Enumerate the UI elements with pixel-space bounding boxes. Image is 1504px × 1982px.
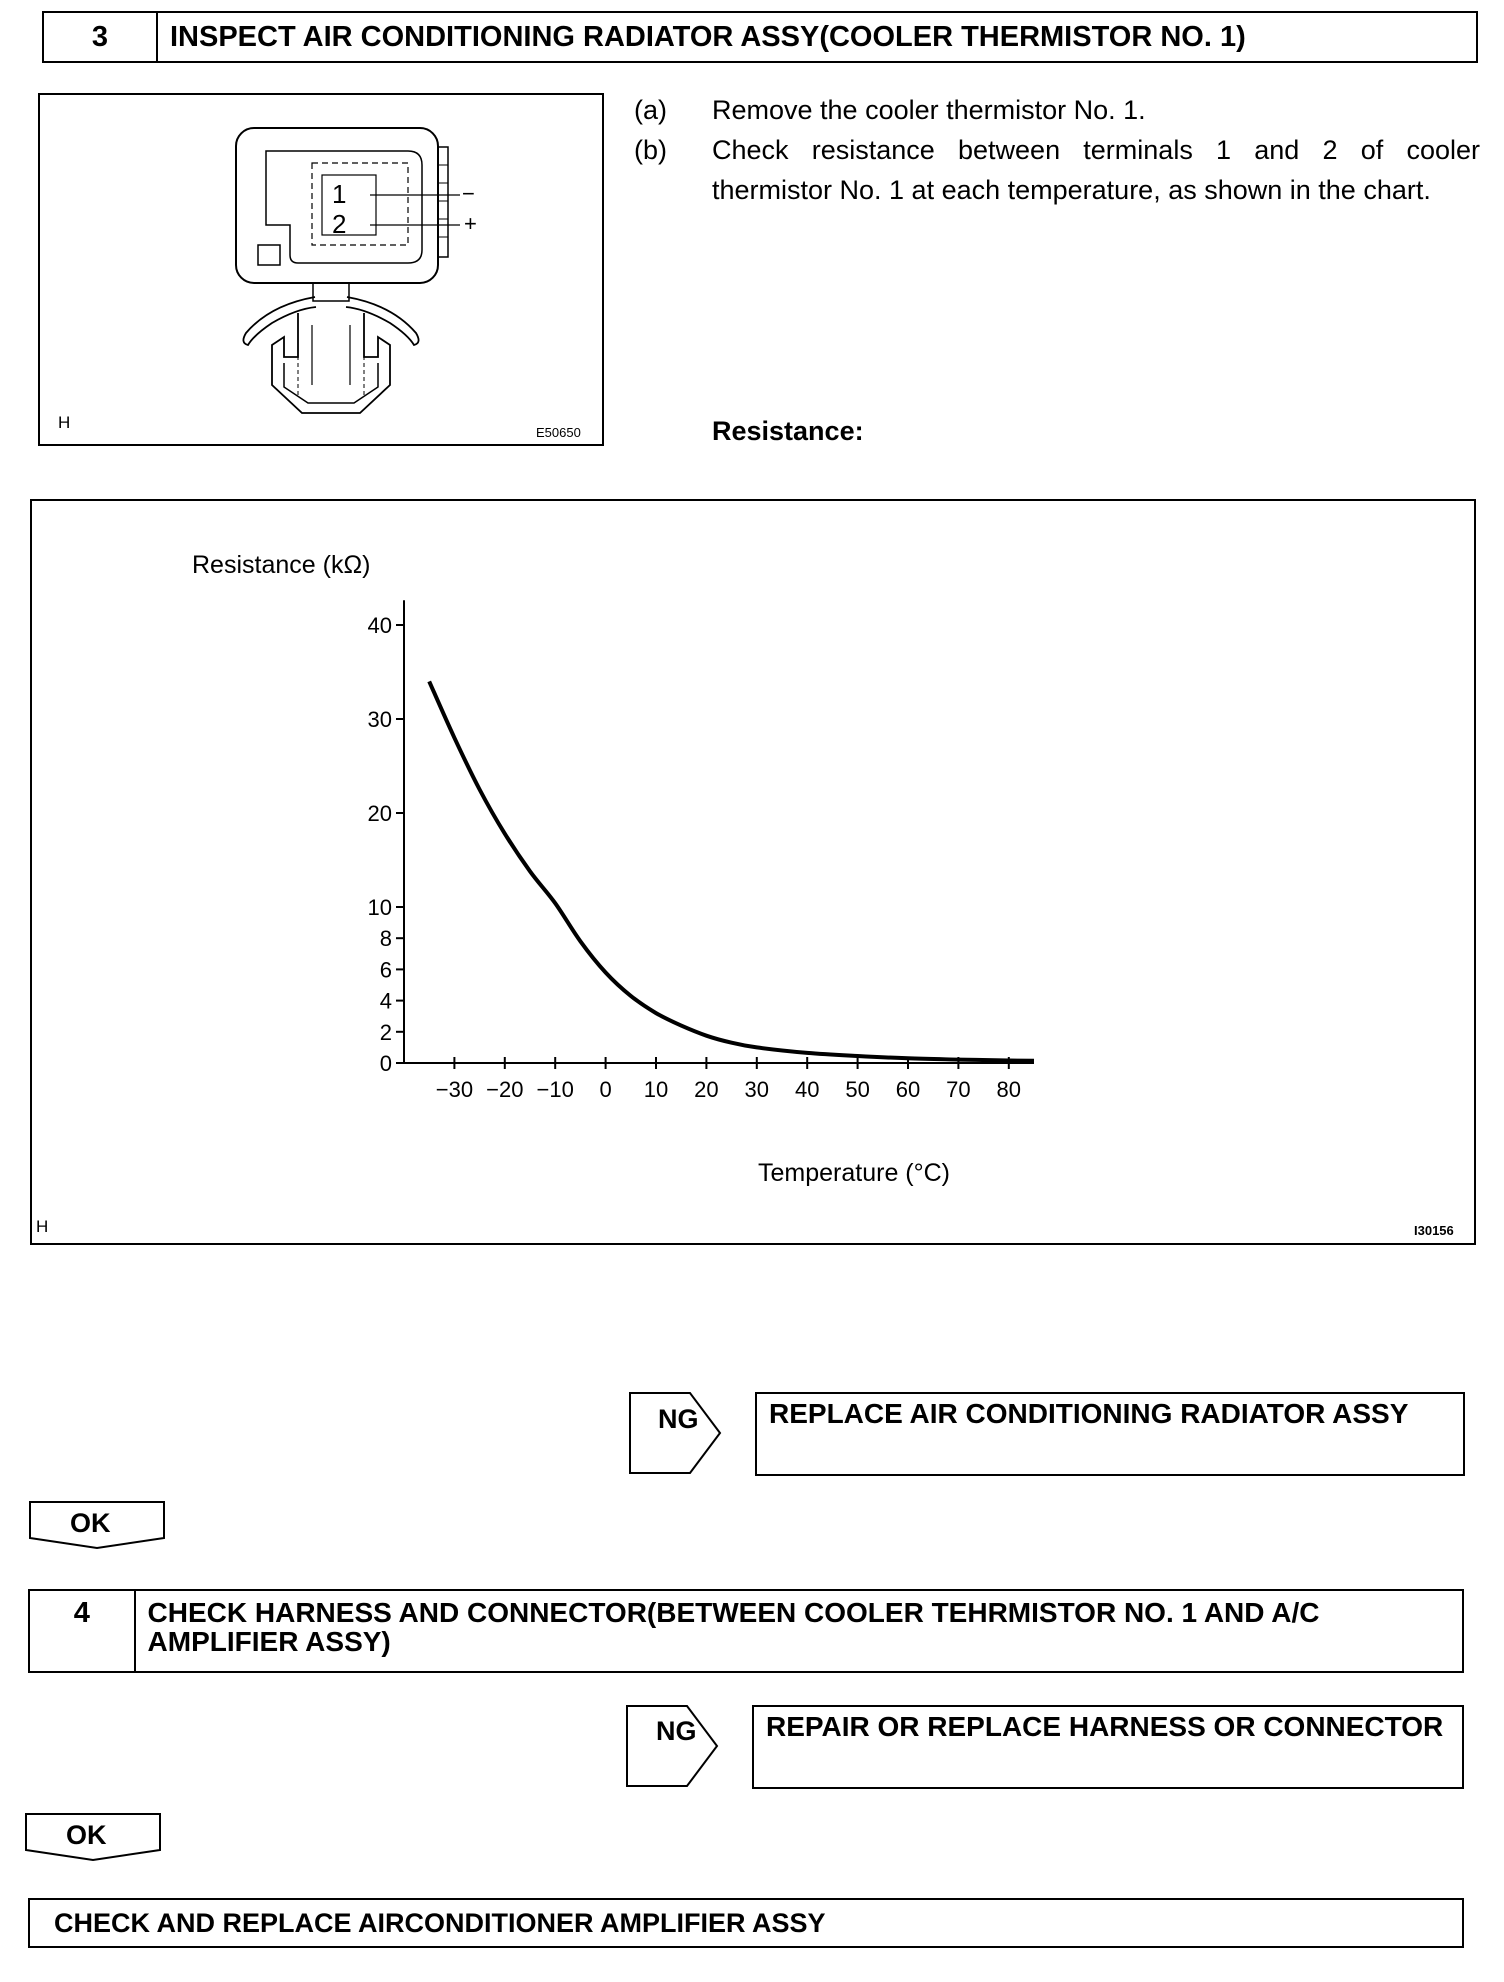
final-step-text: CHECK AND REPLACE AIRCONDITIONER AMPLIFIER ASSY: [54, 1908, 826, 1938]
ng-label-1: NG: [658, 1404, 699, 1434]
chart-x-tick-label: 50: [845, 1077, 870, 1102]
chart-x-tick-label: 20: [694, 1077, 719, 1102]
chart-x-tick-label: −20: [486, 1077, 524, 1102]
step-title: INSPECT AIR CONDITIONING RADIATOR ASSY(COOLER THERMISTOR NO. 1): [170, 20, 1246, 53]
ng-label-2: NG: [656, 1716, 697, 1746]
chart-y-tick-label: 4: [379, 988, 392, 1014]
plus-terminal-label: +: [464, 211, 477, 236]
thermistor-illustration: [40, 95, 602, 444]
pin-2-label: 2: [332, 209, 347, 239]
instruction-a: [634, 90, 1480, 130]
chart-corner-label: H: [36, 1217, 49, 1236]
resistance-chart-svg: [32, 501, 1474, 1243]
instruction-label: (b): [634, 135, 667, 165]
thermistor-figure: [38, 93, 604, 446]
step-number: 4: [30, 1591, 136, 1671]
final-step-box: [28, 1898, 1464, 1948]
chart-y-tick-label: 2: [379, 1019, 392, 1045]
instruction-b: [634, 130, 1480, 210]
figure-corner-label: H: [58, 413, 71, 432]
ok-label-2: OK: [66, 1820, 107, 1850]
step-title: CHECK HARNESS AND CONNECTOR(BETWEEN COOLER TEHRMISTOR NO. 1 AND A/C AMPLIFIER ASSY): [147, 1597, 1320, 1657]
instruction-text: Check resistance between terminals 1 and 2 of cooler thermistor No. 1 at each temperature, as shown in the chart.: [712, 135, 1480, 205]
minus-terminal-label: −: [462, 181, 475, 206]
chart-x-tick-label: 60: [895, 1077, 921, 1102]
step-3-header: [42, 11, 1478, 63]
chart-y-tick-label: 40: [367, 613, 392, 638]
ng-result-2: REPAIR OR REPLACE HARNESS OR CONNECTOR: [752, 1705, 1464, 1789]
chart-x-tick-label: 40: [794, 1077, 820, 1102]
chart-axes: [404, 600, 1034, 1063]
chart-y-tick-label: 10: [367, 895, 392, 920]
chart-x-axis-label: Temperature (°C): [758, 1159, 950, 1187]
chart-x-tick-label: 70: [946, 1077, 971, 1102]
figure-code: E50650: [536, 425, 581, 440]
chart-y-tick-label: 6: [379, 957, 392, 983]
chart-code: I30156: [1414, 1223, 1454, 1238]
instruction-text: Remove the cooler thermistor No. 1.: [712, 95, 1146, 125]
resistance-heading: Resistance:: [712, 416, 864, 446]
ng-result-1: REPLACE AIR CONDITIONING RADIATOR ASSY: [755, 1392, 1465, 1476]
chart-y-ticks: [368, 613, 404, 1076]
chart-y-axis-label: Resistance (kΩ): [192, 551, 371, 579]
step-4-header: [28, 1589, 1464, 1673]
chart-y-tick-label: 0: [379, 1051, 392, 1076]
chart-x-tick-label: 30: [744, 1077, 770, 1102]
step-number: 3: [44, 13, 158, 61]
instruction-label: (a): [634, 95, 667, 125]
resistance-chart: [30, 499, 1476, 1245]
chart-y-tick-label: 20: [367, 801, 392, 826]
chart-x-tick-label: −30: [435, 1077, 474, 1102]
resistance-curve: [429, 681, 1034, 1060]
pin-1-label: 1: [332, 179, 347, 209]
chart-x-tick-label: −10: [536, 1077, 574, 1102]
chart-y-tick-label: 8: [379, 926, 392, 952]
chart-x-tick-label: 0: [599, 1077, 612, 1102]
chart-x-tick-label: 80: [996, 1077, 1022, 1102]
ok-label-1: OK: [70, 1508, 111, 1538]
step-3-instructions: [634, 90, 1480, 210]
chart-y-tick-label: 30: [367, 707, 392, 732]
chart-x-tick-label: 10: [643, 1077, 669, 1102]
